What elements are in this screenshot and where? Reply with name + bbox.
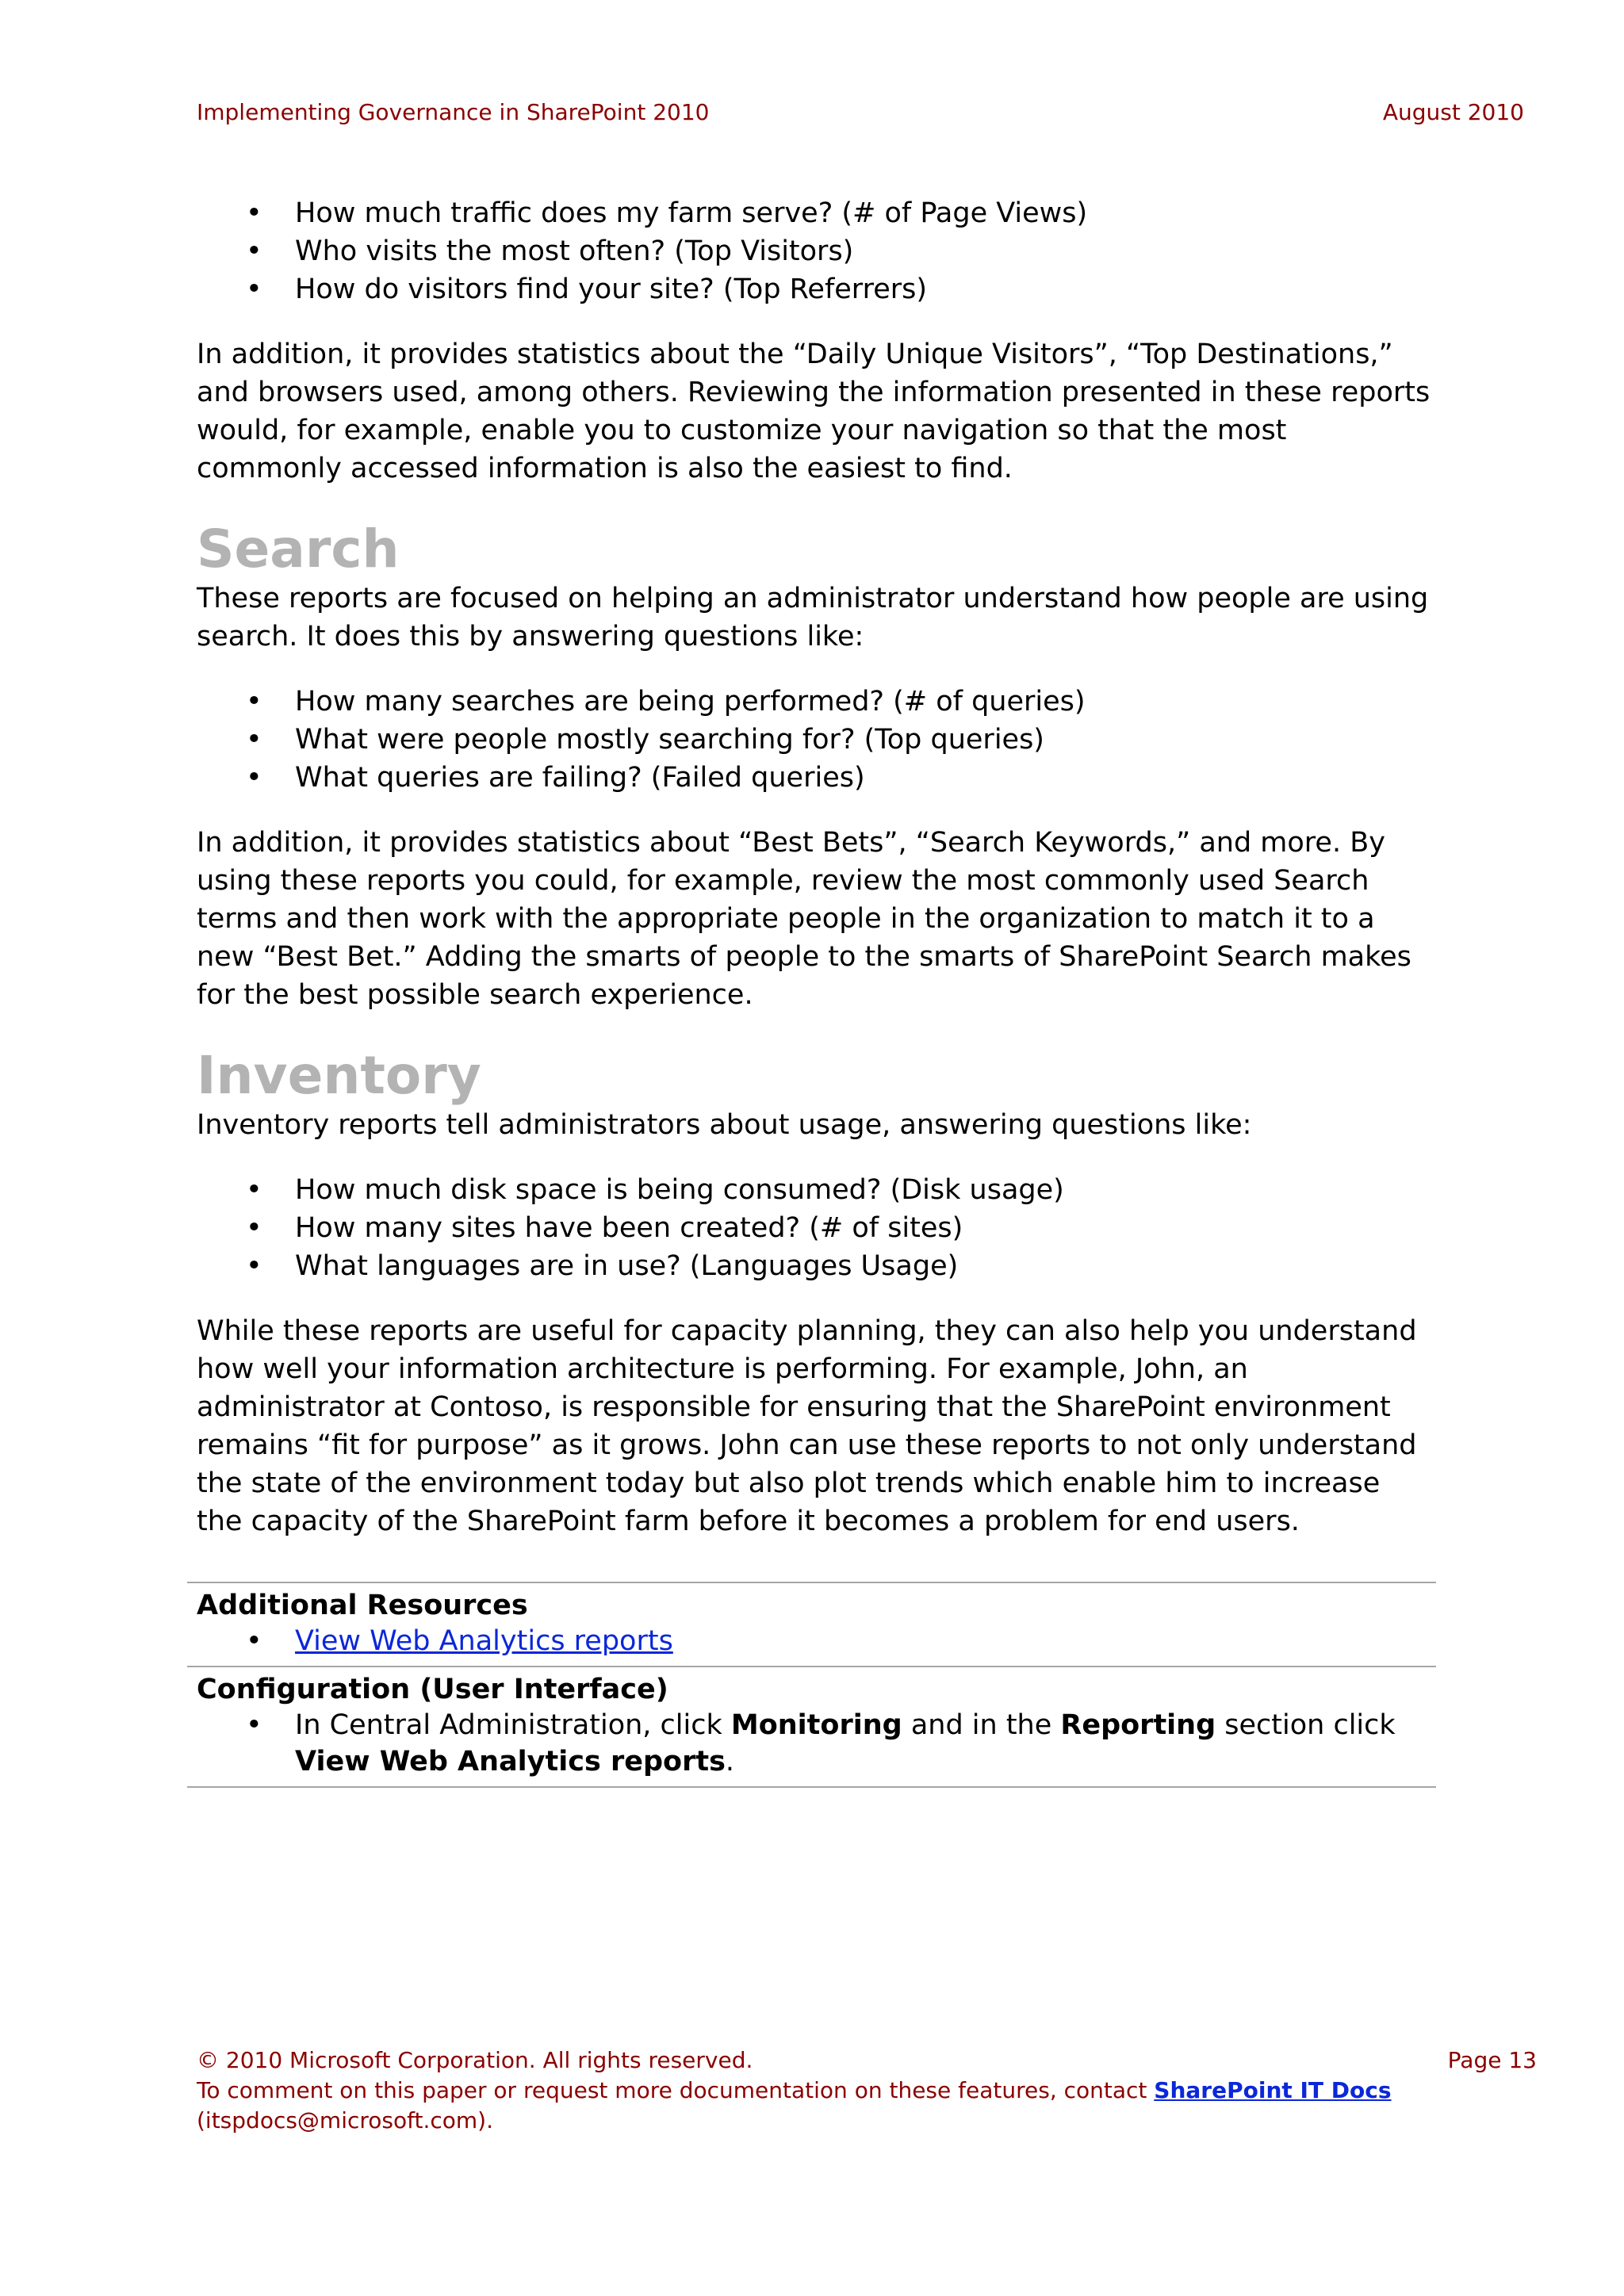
intro-bullet-list [197,194,1434,308]
bullet-icon: • [246,274,262,305]
list-item: • Who visits the most often? (Top Visitors) [197,232,1434,270]
additional-resources-block [187,1583,1436,1666]
list-item: • How many sites have been created? (# of sites) [197,1209,1434,1247]
bullet-icon: • [246,1174,262,1206]
list-item: • How many searches are being performed? (# of queries) [197,683,1434,721]
footer-email: (itspdocs@microsoft.com). [197,2107,493,2133]
resources-table [187,1582,1436,1788]
web-analytics-term: View Web Analytics reports [295,1746,726,1777]
search-lead: These reports are focused on helping an administrator understand how people are using search. It does this by answering questions like: [197,583,1429,652]
resources-list [197,1623,1436,1659]
web-analytics-link[interactable]: View Web Analytics reports [295,1625,673,1657]
search-paragraph: In addition, it provides statistics about “Best Bets”, “Search Keywords,” and more. By using these reports you could, for example, review the most commonly used Search terms and then work with the appropriate people in the organization to match it to a new “Best Bet.” Adding the smarts of people to the smarts of SharePoint Search makes for the best possible search experience. [197,827,1411,1011]
bullet-icon: • [246,1250,262,1282]
list-item: • How much traffic does my farm serve? (# of Page Views) [197,194,1434,232]
list-item: • In Central Administration, click Monitoring and in the Reporting section click View Web Analytics reports. [197,1707,1436,1780]
bullet-icon: • [246,235,262,267]
bullet-icon: • [246,1212,262,1244]
search-bullet-list [197,683,1434,797]
page-footer [197,2045,1537,2136]
header-date: August 2010 [1382,99,1524,125]
bullet-icon: • [246,1709,262,1741]
inventory-bullet-list [197,1171,1434,1285]
bullet-icon: • [246,762,262,794]
main-content [197,194,1434,1540]
bullet-icon: • [246,197,262,229]
bullet-icon: • [246,686,262,718]
configuration-block [187,1667,1436,1786]
list-item: • How much disk space is being consumed? (Disk usage) [197,1171,1434,1209]
page-number: Page 13 [1447,2047,1537,2073]
footer-copyright: © 2010 Microsoft Corporation. All rights reserved. [197,2047,753,2073]
list-item: • What languages are in use? (Languages Usage) [197,1247,1434,1285]
inventory-paragraph: While these reports are useful for capacity planning, they can also help you understand how well your information architecture is performing. For example, John, an administrator at Contoso, is responsible for ensuring that the SharePoint environment remains “fit for purpose” as it grows. John can use these reports to not only understand the state of the environment today but also plot trends which enable him to increase the capacity of the SharePoint farm before it becomes a problem for end users. [197,1315,1417,1537]
list-item: • What were people mostly searching for? (Top queries) [197,721,1434,759]
page-header [197,99,1524,128]
configuration-heading: Configuration (User Interface) [197,1674,668,1705]
list-item: • What queries are failing? (Failed queries) [197,759,1434,797]
list-item: • How do visitors find your site? (Top Referrers) [197,270,1434,308]
list-item [197,1623,1436,1659]
divider [187,1786,1436,1788]
header-title: Implementing Governance in SharePoint 2010 [197,99,710,125]
search-heading: Search [197,519,400,580]
inventory-lead: Inventory reports tell administrators about usage, answering questions like: [197,1109,1252,1141]
bullet-icon: • [246,724,262,756]
bullet-icon: • [246,1625,262,1657]
contact-link[interactable]: SharePoint IT Docs [1154,2077,1392,2103]
inventory-heading: Inventory [197,1045,481,1106]
footer-comment: To comment on this paper or request more documentation on these features, contact SharePoint IT Docs [197,2077,1392,2103]
configuration-list [197,1707,1436,1780]
reporting-term: Reporting [1060,1709,1216,1741]
additional-resources-heading: Additional Resources [197,1590,528,1621]
intro-paragraph: In addition, it provides statistics about the “Daily Unique Visitors”, “Top Destinations,” and browsers used, among others. Reviewing the information presented in these reports would, for example, enable you to customize your navigation so that the most commonly accessed information is also the easiest to find. [197,339,1431,484]
monitoring-term: Monitoring [730,1709,902,1741]
